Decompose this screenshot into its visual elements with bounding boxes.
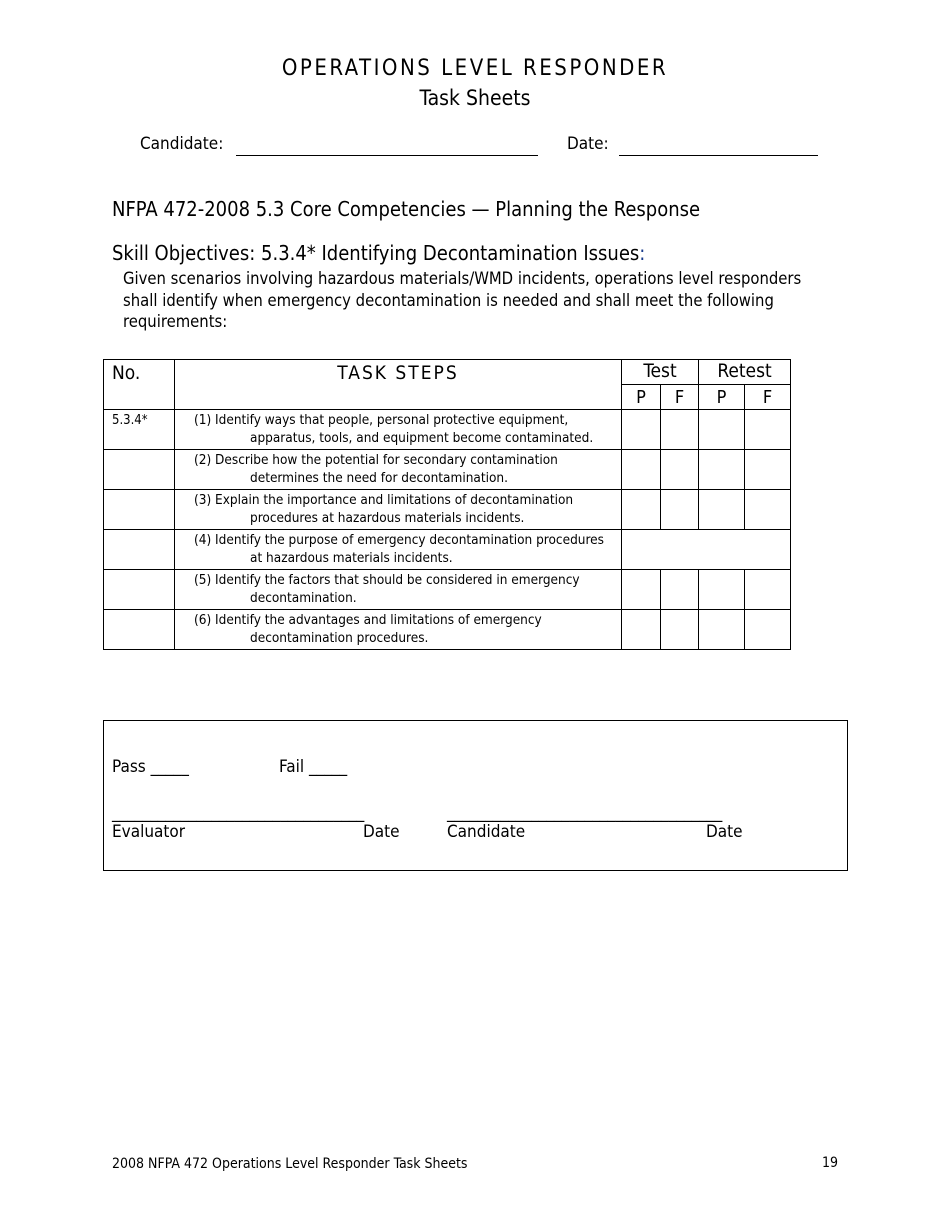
candidate-signature-line[interactable]: ____________________________________ — [447, 803, 723, 823]
retest-fail-cell[interactable] — [745, 410, 791, 450]
candidate-date-label: Date — [706, 822, 743, 842]
table-header-row — [104, 360, 791, 385]
skill-objective — [112, 241, 645, 265]
candidate-label: Candidate: — [140, 134, 224, 154]
skill-objective-text: Skill Objectives: 5.3.4* Identifying Decontamination Issues — [112, 241, 640, 265]
col-no-header: No. — [104, 360, 175, 410]
signoff-box — [103, 720, 848, 871]
date-field[interactable] — [619, 155, 818, 156]
table-row — [104, 570, 791, 610]
retest-pass-header: P — [699, 385, 745, 410]
task-steps-table — [103, 359, 791, 650]
test-pass-cell[interactable] — [622, 490, 661, 530]
task-step-line1: (4) Identify the purpose of emergency decontamination procedures — [194, 532, 604, 548]
task-step — [175, 450, 622, 490]
objective-description: Given scenarios involving hazardous materials/WMD incidents, operations level responders shall identify when emergency decontamination is needed and shall meet the following requirements: — [123, 269, 802, 331]
evaluator-date-label: Date — [363, 822, 400, 842]
page-number: 19 — [822, 1155, 839, 1171]
retest-pass-cell[interactable] — [699, 410, 745, 450]
retest-pass-cell[interactable] — [699, 570, 745, 610]
task-step-line1: (6) Identify the advantages and limitations of emergency — [194, 612, 542, 628]
task-step-line2: decontamination. — [250, 589, 357, 606]
table-row — [104, 530, 791, 570]
document-subtitle: Task Sheets — [419, 86, 531, 110]
merged-result-cell — [622, 530, 791, 570]
evaluator-signature-line[interactable]: _________________________________ — [112, 803, 365, 823]
task-step-line2: apparatus, tools, and equipment become contaminated. — [250, 429, 594, 446]
retest-pass-cell[interactable] — [699, 450, 745, 490]
document-title: OPERATIONS LEVEL RESPONDER — [281, 56, 669, 81]
test-pass-cell[interactable] — [622, 610, 661, 650]
table-row — [104, 610, 791, 650]
table-row — [104, 490, 791, 530]
task-step-line2: decontamination procedures. — [250, 629, 429, 646]
retest-fail-header: F — [745, 385, 791, 410]
date-label: Date: — [567, 134, 609, 154]
task-step-line1: (1) Identify ways that people, personal protective equipment, — [194, 412, 569, 428]
row-no: 5.3.4* — [104, 410, 175, 450]
task-step — [175, 490, 622, 530]
evaluator-label: Evaluator — [112, 822, 186, 842]
candidate-label-bottom: Candidate — [447, 822, 526, 842]
task-step-line2: procedures at hazardous materials incidents. — [250, 509, 525, 526]
task-step — [175, 570, 622, 610]
retest-fail-cell[interactable] — [745, 570, 791, 610]
row-no — [104, 530, 175, 570]
table-row — [104, 410, 791, 450]
col-steps-header: TASK STEPS — [175, 360, 622, 410]
task-step — [175, 530, 622, 570]
section-heading: NFPA 472-2008 5.3 Core Competencies — Planning the Response — [112, 197, 701, 221]
test-pass-cell[interactable] — [622, 450, 661, 490]
test-fail-header: F — [661, 385, 699, 410]
task-step-line1: (5) Identify the factors that should be considered in emergency — [194, 572, 580, 588]
pass-field[interactable]: Pass _____ — [112, 757, 189, 777]
task-step-line1: (3) Explain the importance and limitations of decontamination — [194, 492, 574, 508]
task-step-line1: (2) Describe how the potential for secondary contamination — [194, 452, 558, 468]
task-step-line2: at hazardous materials incidents. — [250, 549, 453, 566]
test-pass-cell[interactable] — [622, 410, 661, 450]
test-fail-cell[interactable] — [661, 570, 699, 610]
table-row — [104, 450, 791, 490]
fail-field[interactable]: Fail _____ — [279, 757, 348, 777]
retest-fail-cell[interactable] — [745, 490, 791, 530]
test-fail-cell[interactable] — [661, 610, 699, 650]
candidate-field[interactable] — [236, 155, 538, 156]
retest-pass-cell[interactable] — [699, 490, 745, 530]
retest-fail-cell[interactable] — [745, 610, 791, 650]
retest-pass-cell[interactable] — [699, 610, 745, 650]
test-pass-header: P — [622, 385, 661, 410]
footer-text: 2008 NFPA 472 Operations Level Responder Task Sheets — [112, 1156, 468, 1172]
col-retest-header: Retest — [699, 360, 791, 385]
task-step — [175, 410, 622, 450]
col-test-header: Test — [622, 360, 699, 385]
row-no — [104, 490, 175, 530]
test-fail-cell[interactable] — [661, 410, 699, 450]
task-step — [175, 610, 622, 650]
row-no — [104, 610, 175, 650]
test-fail-cell[interactable] — [661, 450, 699, 490]
test-fail-cell[interactable] — [661, 490, 699, 530]
row-no — [104, 570, 175, 610]
task-step-line2: determines the need for decontamination. — [250, 469, 508, 486]
skill-objective-colon: : — [639, 241, 646, 265]
test-pass-cell[interactable] — [622, 570, 661, 610]
retest-fail-cell[interactable] — [745, 450, 791, 490]
row-no — [104, 450, 175, 490]
